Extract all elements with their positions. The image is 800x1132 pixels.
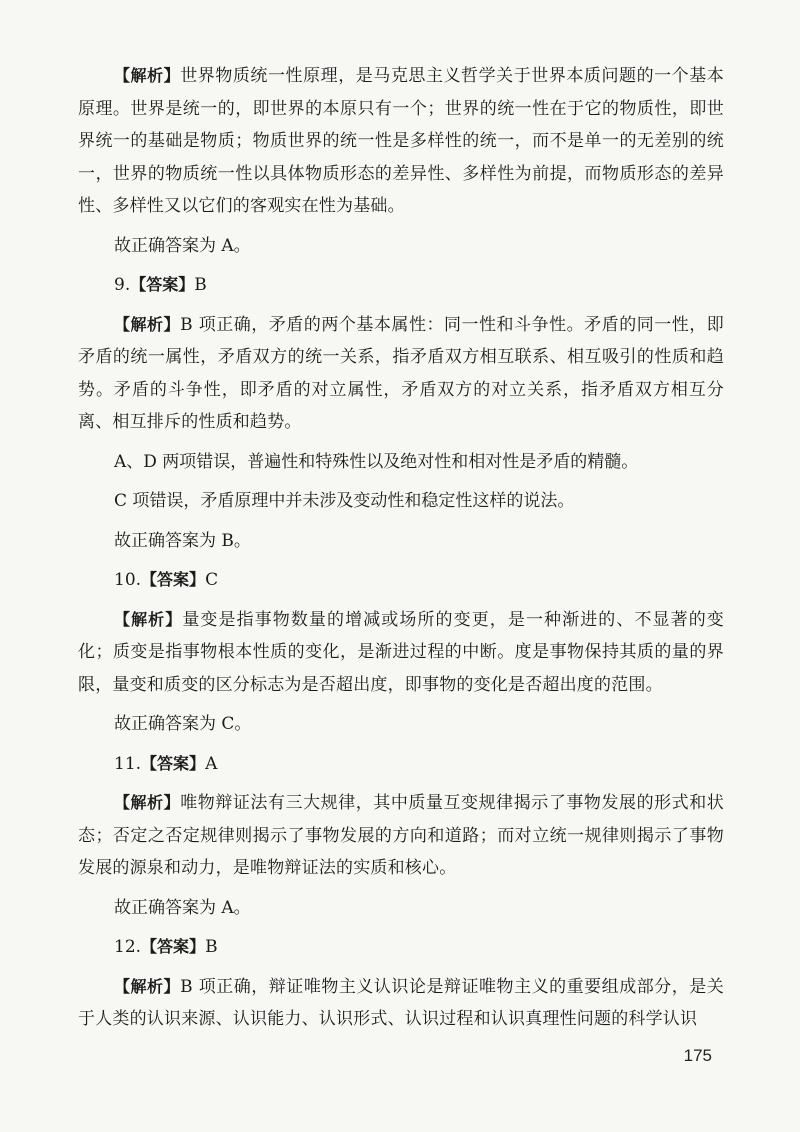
- page-content: [78, 60, 724, 1043]
- analysis-paragraph: [78, 60, 724, 223]
- answer-tag: 【答案】: [141, 570, 206, 589]
- analysis-paragraph: [78, 971, 724, 1036]
- analysis-tag: 【解析】: [114, 314, 181, 334]
- answer-heading: [78, 564, 724, 597]
- analysis-text: 世界物质统一性原理，是马克思主义哲学关于世界本质问题的一个基本原理。世界是统一的，即世界的本原只有一个；世界的统一性在于它的物质性，即世界统一的基础是物质；物质世界的统一性是多样性的统一，而不是单一的无差别的统一，世界的物质统一性以具体物质形态的差异性、多样性为前提，而物质形态的差异性、多样性又以它们的客观实在性为基础。: [78, 66, 724, 216]
- answer-heading: [78, 931, 724, 964]
- question-number: 11.: [114, 753, 142, 774]
- question-number: 10.: [114, 570, 142, 590]
- analysis-paragraph: [78, 604, 724, 702]
- answer-value: B: [205, 937, 218, 957]
- analysis-text: 量变是指事物数量的增减或场所的变更，是一种渐进的、不显著的变化；质变是指事物根本性质的变化，是渐进过程的中断。度是事物保持其质的量的界限，量变和质变的区分标志为是否超出度，即事物的变化是否超出度的范围。: [78, 609, 724, 695]
- conclusion-line: 故正确答案为 C。: [114, 714, 252, 734]
- answer-heading: [78, 748, 724, 781]
- conclusion-line: 故正确答案为 A。: [114, 897, 251, 918]
- analysis-paragraph: [78, 787, 724, 885]
- conclusion-line: 故正确答案为 A。: [114, 235, 251, 256]
- answer-value: A: [205, 753, 218, 774]
- analysis-text: B 项正确，辩证唯物主义认识论是辩证唯物主义的重要组成部分，是关于人类的认识来源、认识能力、认识形式、认识过程和认识真理性问题的科学认识: [78, 976, 724, 1029]
- analysis-tag: 【解析】: [114, 793, 181, 812]
- answer-value: C: [205, 570, 219, 590]
- answer-heading: [78, 269, 724, 302]
- analysis-text: 唯物辩证法有三大规律，其中质量互变规律揭示了事物发展的形式和状态；否定之否定规律则揭示了事物发展的方向和道路；而对立统一规律则揭示了事物发展的源泉和动力，是唯物辩证法的实质和核心。: [78, 793, 724, 878]
- analysis-tag: 【解析】: [114, 609, 183, 629]
- conclusion-line: 故正确答案为 B。: [114, 530, 251, 551]
- page-number: 175: [683, 1046, 712, 1065]
- conclusion-line: C 项错误，矛盾原理中并未涉及变动性和稳定性这样的说法。: [114, 491, 575, 511]
- answer-tag: 【答案】: [141, 753, 206, 773]
- answer-value: B: [194, 275, 207, 295]
- analysis-paragraph: [78, 309, 724, 439]
- answer-tag: 【答案】: [141, 937, 206, 956]
- analysis-tag: 【解析】: [114, 976, 181, 996]
- question-number: 12.: [114, 937, 142, 957]
- question-number: 9.: [114, 275, 131, 295]
- analysis-tag: 【解析】: [114, 66, 181, 85]
- conclusion-line: A、D 两项错误，普遍性和特殊性以及绝对性和相对性是矛盾的精髓。: [114, 451, 639, 472]
- analysis-text: B 项正确，矛盾的两个基本属性：同一性和斗争性。矛盾的同一性，即矛盾的统一属性，矛盾双方的统一关系，指矛盾双方相互联系、相互吸引的性质和趋势。矛盾的斗争性，即矛盾的对立属性，矛盾双方的对立关系，指矛盾双方相互分离、相互排斥的性质和趋势。: [78, 314, 724, 432]
- answer-tag: 【答案】: [130, 275, 195, 294]
